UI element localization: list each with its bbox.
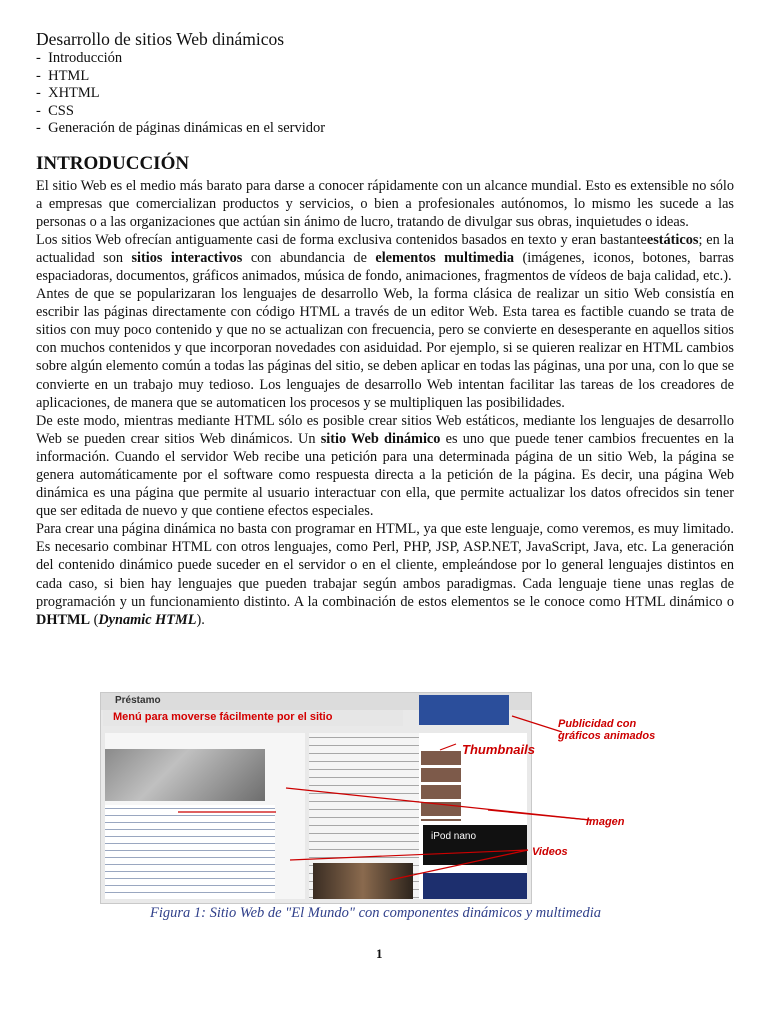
paragraph-2: Los sitios Web ofrecían antiguamente casi de forma exclusiva contenidos basados en texto y eran bastanteestáticos; en la actualidad son sitios interactivos con abundancia de elementos multimedia (imágenes, iconos, botones, barras espaciadoras, documentos, gráficos animados, música de fondo, animaciones, fragmentos de vídeos de baja calidad, etc.).: [36, 231, 734, 284]
callout-imagen: Imagen: [586, 816, 625, 828]
document-title: Desarrollo de sitios Web dinámicos: [36, 29, 285, 49]
callout-ads: Publicidad con gráficos animados: [558, 718, 656, 742]
paragraph-3: Antes de que se popularizaran los lenguajes de desarrollo Web, la forma clásica de realizar un sitio Web consistía en escribir las páginas directamente con código HTML a través de un editor Web. Esta tarea es factible cuando se trata de sitios con muy poco contenido y que no se actualizan con frecuencia, pero se convierte en desesperante en aquellos sitios con muchos contenidos y que incorporan novedades con asiduidad. Por ejemplo, si se quieren realizar en HTML cambios sobre algún elemento común a todas las páginas del sitio, se deben aplicar en todas las páginas, una por una, con lo que se convierte en un trabajo muy tedioso. Los lenguajes de desarrollo Web intentan facilitar las tareas de los creadores de aplicaciones, de manera que se automaticen los procesos y se multipliquen las posibilidades.: [36, 286, 734, 411]
paragraph-5: Para crear una página dinámica no basta con programar en HTML, ya que este lenguaje, como veremos, es muy limitado. Es necesario combinar HTML con otros lenguajes, como Perl, PHP, JSP, ASP.NET, JavaScript, Java, etc. La generación del contenido dinámico puede suceder en el servidor o en el cliente, empleándose por lo general lenguajes distintos en cada caso, si bien hay lenguajes que pueden trabajar según ambos paradigmas. Cada lenguaje tiene unas reglas de programación y un funcionamiento distinto. A la combinación de estos elementos se le conoce como HTML dinámico o DHTML (Dynamic HTML).: [36, 521, 734, 628]
figure-screenshot: [100, 692, 666, 902]
bold-term: DHTML: [36, 611, 91, 628]
ipod-ad: iPod nano: [423, 825, 527, 865]
shot-menu-label: Menú para moverse fácilmente por el sitio: [113, 711, 333, 723]
callout-thumbnails: Thumbnails: [462, 742, 535, 757]
page-number: 1: [376, 946, 383, 961]
shot-logo: Préstamo: [115, 695, 161, 706]
toc-item: - CSS: [36, 103, 734, 121]
toc-item: - Generación de páginas dinámicas en el servidor: [36, 120, 734, 138]
toc-item: - HTML: [36, 68, 734, 86]
paragraph-4: De este modo, mientras mediante HTML sólo es posible crear sitios Web estáticos, mediante los lenguajes de desarrollo Web se pueden crear sitios Web dinámicos. Un sitio Web dinámico es uno que puede tener cambios frecuentes en la información. Cuando el servidor Web recibe una petición para una determinada página de un sitio Web, la página se genera automáticamente por el software como respuesta directa a la petición de la página. Es decir, una página Web dinámica es una página que permite al usuario interactuar con ella, que permite actualizar los datos ofrecidos sin tener que ser editada de nuevo y que contiene efectos especiales.: [36, 412, 735, 520]
callout-videos: Videos: [532, 846, 568, 858]
figure-caption: Figura 1: Sitio Web de "El Mundo" con componentes dinámicos y multimedia: [150, 905, 602, 921]
paragraph-1: El sitio Web es el medio más barato para darse a conocer rápidamente con un alcance mundial. Esto es extensible no sólo a empresas que comercializan productos y servicios, o bien a profesionales autónomos, lo mismo les sucede a las personas o a las organizaciones que actúan sin ánimo de lucro, tratando de divulgar sus obras, inquietudes o ideas.: [36, 177, 734, 230]
section-heading: INTRODUCCIÓN: [36, 152, 190, 174]
bold-term: estáticos: [646, 231, 699, 248]
table-of-contents: [36, 50, 734, 138]
document-body: [36, 28, 734, 629]
bold-term: sitios interactivos: [131, 249, 243, 266]
bold-term: sitio Web dinámico: [320, 430, 441, 447]
bold-term: Dynamic HTML: [98, 611, 197, 628]
bold-term: elementos multimedia: [375, 249, 515, 266]
toc-item: - Introducción: [36, 50, 734, 68]
toc-item: - XHTML: [36, 85, 734, 103]
